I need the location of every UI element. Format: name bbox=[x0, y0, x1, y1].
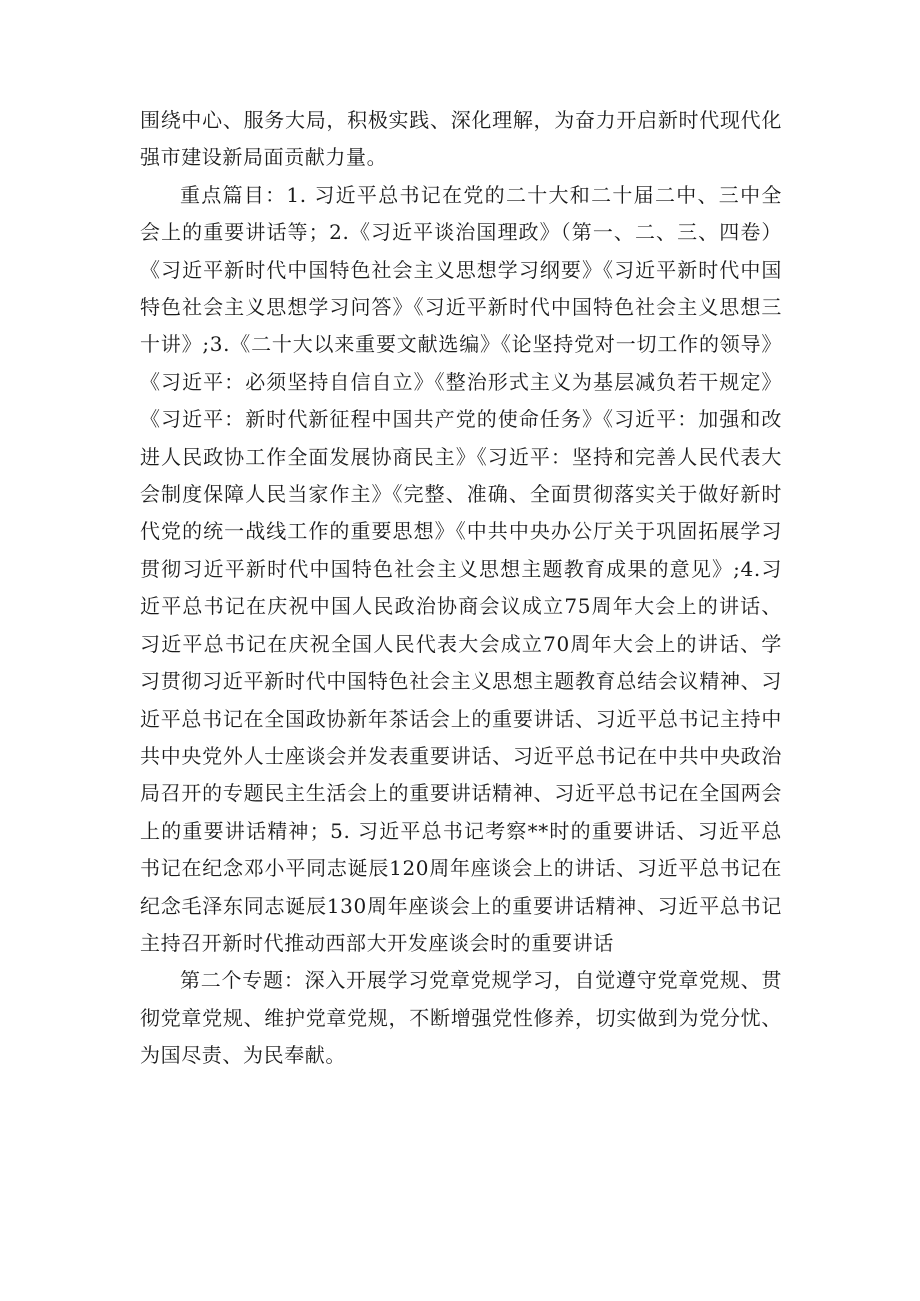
paragraph-key-readings: 重点篇目：1. 习近平总书记在党的二十大和二十届二中、三中全会上的重要讲话等；2.《习近平谈治国理政》（第一、二、三、四卷）《习近平新时代中国特色社会主义思想学习纲要》《习近平新时代中国特色社会主义思想学习问答》《习近平新时代中国特色社会主义思想三十讲》;3.《二十大以来重要文献选编》《论坚持党对一切工作的领导》《习近平：必须坚持自信自立》《整治形式主义为基层减负若干规定》《习近平：新时代新征程中国共产党的使命任务》《习近平：加强和改进人民政协工作全面发展协商民主》《习近平：坚持和完善人民代表大会制度保障人民当家作主》《完整、准确、全面贯彻落实关于做好新时代党的统一战线工作的重要思想》《中共中央办公厅关于巩固拓展学习贯彻习近平新时代中国特色社会主义思想主题教育成果的意见》;4.习近平总书记在庆祝中国人民政治协商会议成立75周年大会上的讲话、习近平总书记在庆祝全国人民代表大会成立70周年大会上的讲话、学习贯彻习近平新时代中国特色社会主义思想主题教育总结会议精神、习近平总书记在全国政协新年茶话会上的重要讲话、习近平总书记主持中共中央党外人士座谈会并发表重要讲话、习近平总书记在中共中央政治局召开的专题民主生活会上的重要讲话精神、习近平总书记在全国两会上的重要讲话精神；5. 习近平总书记考察**时的重要讲话、习近平总书记在纪念邓小平同志诞辰120周年座谈会上的讲话、习近平总书记在纪念毛泽东同志诞辰130周年座谈会上的重要讲话精神、习近平总书记主持召开新时代推动西部大开发座谈会时的重要讲话 bbox=[140, 182, 782, 955]
paragraph-continuation: 围绕中心、服务大局，积极实践、深化理解，为奋力开启新时代现代化强市建设新局面贡献力量。 bbox=[140, 108, 782, 170]
paragraph-second-topic: 第二个专题：深入开展学习党章党规学习，自觉遵守党章党规、贯彻党章党规、维护党章党规，不断增强党性修养，切实做到为党分忧、为国尽责、为民奉献。 bbox=[140, 968, 782, 1068]
document-body bbox=[140, 102, 782, 1075]
